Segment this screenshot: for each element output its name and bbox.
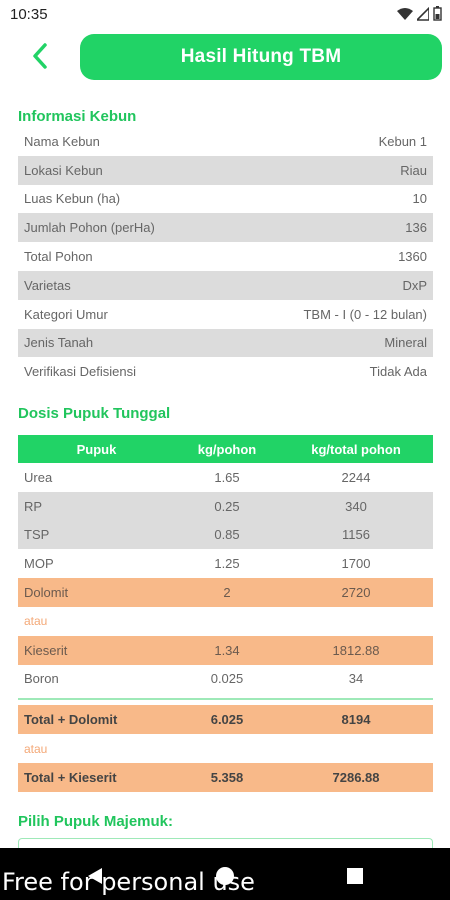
info-label: Varietas — [24, 277, 71, 293]
info-value: Tidak Ada — [369, 364, 427, 380]
or-text: atau — [24, 614, 48, 629]
status-bar — [0, 0, 450, 28]
chevron-left-icon — [30, 42, 50, 70]
cell-name: RP — [24, 498, 43, 514]
info-label: Lokasi Kebun — [24, 162, 103, 178]
info-label: Verifikasi Defisiensi — [24, 364, 136, 380]
cell-total: 1812.88 — [332, 642, 380, 658]
info-label: Jenis Tanah — [24, 335, 94, 351]
or-label — [18, 734, 433, 763]
info-label: Total Pohon — [24, 249, 93, 265]
header-kg-pohon: kg/pohon — [197, 441, 257, 457]
cell-name: TSP — [24, 527, 50, 543]
info-row — [18, 357, 433, 386]
info-value: Mineral — [384, 335, 427, 351]
divider — [18, 698, 433, 700]
info-row — [18, 329, 433, 358]
table-row-highlight — [18, 578, 433, 607]
header-kg-total: kg/total pohon — [311, 441, 401, 457]
table-row — [18, 463, 433, 492]
cell-name: Total + Kieserit — [24, 769, 117, 785]
page-title: Hasil Hitung TBM — [180, 46, 342, 67]
title-banner — [80, 34, 442, 80]
cell-total: 1700 — [341, 556, 371, 572]
cell-total: 340 — [345, 498, 367, 514]
or-label — [18, 607, 433, 636]
majemuk-section-title: Pilih Pupuk Majemuk: — [18, 813, 174, 830]
cell-per-tree: 1.34 — [214, 642, 240, 658]
cell-per-tree: 2 — [223, 585, 231, 601]
info-row — [18, 271, 433, 300]
cell-total: 34 — [348, 671, 364, 687]
cell-total: 2244 — [341, 469, 371, 485]
status-icons — [397, 6, 442, 21]
info-row — [18, 213, 433, 242]
total-row — [18, 763, 433, 792]
cell-total: 7286.88 — [332, 769, 380, 785]
cell-total: 8194 — [341, 712, 371, 728]
watermark-text: Free for personal use — [2, 868, 255, 896]
cell-per-tree: 0.025 — [210, 671, 244, 687]
table-row — [18, 665, 433, 694]
info-row — [18, 242, 433, 271]
cell-name: Total + Dolomit — [24, 712, 118, 728]
cell-total: 1156 — [342, 527, 370, 543]
info-value: DxP — [402, 277, 427, 293]
info-value: Kebun 1 — [378, 133, 427, 149]
table-row — [18, 549, 433, 578]
wifi-icon — [397, 7, 413, 21]
back-button[interactable] — [22, 38, 58, 74]
info-value: TBM - I (0 - 12 bulan) — [303, 306, 427, 322]
total-row — [18, 705, 433, 734]
table-row — [18, 521, 433, 550]
table-row-highlight — [18, 636, 433, 665]
signal-icon — [417, 7, 429, 21]
cell-name: Kieserit — [24, 642, 68, 658]
info-label: Kategori Umur — [24, 306, 108, 322]
cell-per-tree: 6.025 — [210, 712, 244, 728]
info-label: Jumlah Pohon (perHa) — [24, 220, 155, 236]
info-section-title: Informasi Kebun — [18, 108, 137, 125]
cell-per-tree: 1.25 — [214, 556, 240, 572]
square-recents-icon — [347, 868, 363, 884]
cell-name: Urea — [24, 469, 53, 485]
battery-icon — [433, 6, 442, 21]
cell-name: Boron — [24, 671, 59, 687]
nav-recents-button[interactable] — [343, 864, 367, 888]
cell-per-tree: 0.85 — [214, 527, 240, 543]
cell-per-tree: 5.358 — [210, 769, 244, 785]
info-value: 136 — [405, 220, 427, 236]
table-header — [18, 435, 433, 463]
info-label: Nama Kebun — [24, 133, 100, 149]
cell-name: MOP — [24, 556, 54, 572]
info-table — [18, 127, 433, 386]
info-row — [18, 156, 433, 185]
app-bar — [0, 32, 450, 82]
table-row — [18, 492, 433, 521]
info-row — [18, 185, 433, 214]
cell-name: Dolomit — [24, 585, 69, 601]
info-row — [18, 300, 433, 329]
header-pupuk: Pupuk — [76, 441, 117, 457]
cell-per-tree: 1.65 — [214, 469, 240, 485]
cell-total: 2720 — [341, 585, 371, 601]
cell-per-tree: 0.25 — [214, 498, 240, 514]
status-time: 10:35 — [10, 6, 48, 23]
or-text: atau — [24, 741, 48, 756]
dosis-section-title: Dosis Pupuk Tunggal — [18, 405, 171, 422]
dosis-table — [18, 435, 433, 792]
info-label: Luas Kebun (ha) — [24, 191, 121, 207]
info-value: Riau — [400, 162, 427, 178]
info-row — [18, 127, 433, 156]
info-value: 1360 — [398, 249, 427, 265]
info-value: 10 — [412, 191, 427, 207]
